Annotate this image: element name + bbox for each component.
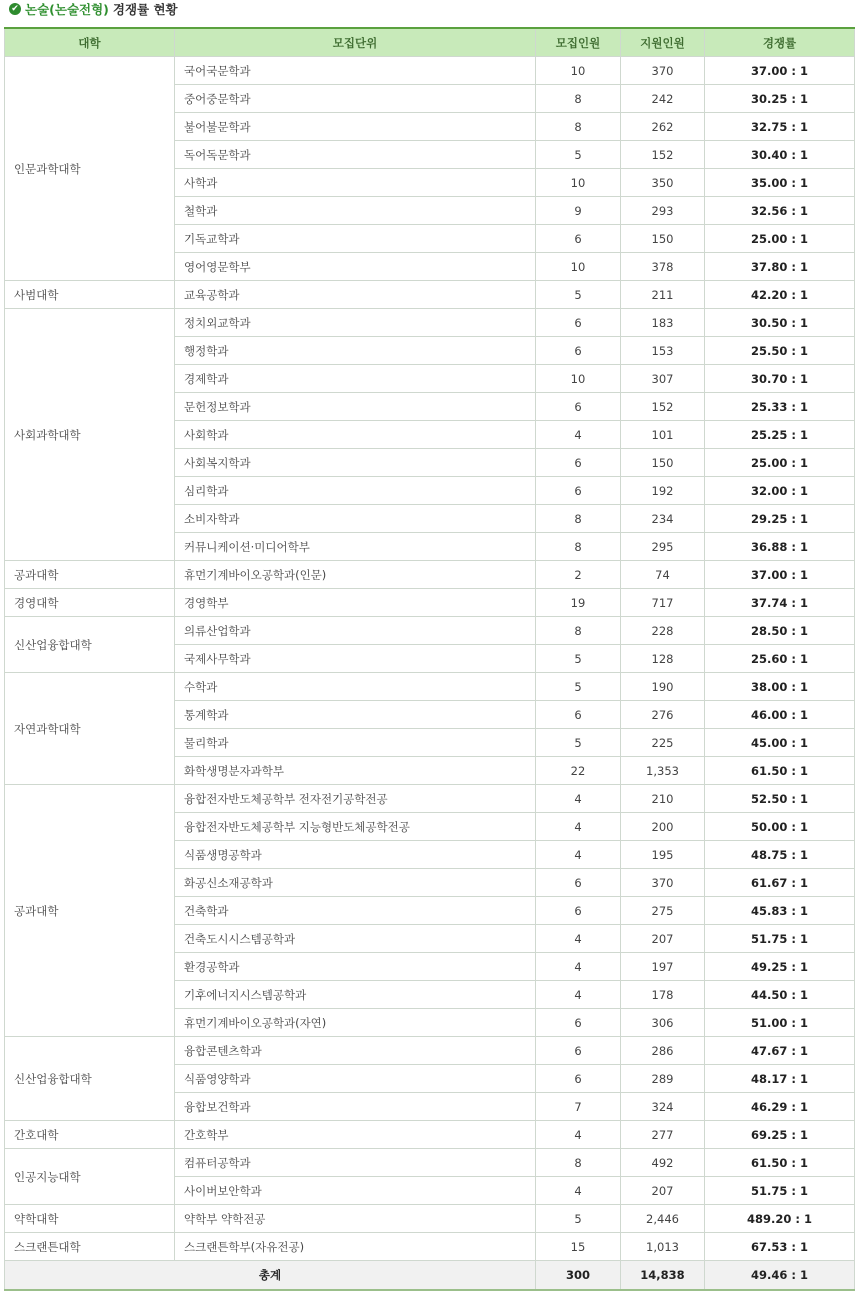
- rate-cell: 35.00 : 1: [705, 169, 855, 197]
- unit-cell: 철학과: [175, 197, 536, 225]
- applicants-cell: 211: [621, 281, 705, 309]
- college-cell: 약학대학: [5, 1205, 175, 1233]
- check-circle-icon: ✔: [9, 3, 21, 15]
- rate-cell: 61.50 : 1: [705, 1149, 855, 1177]
- quota-cell: 10: [536, 365, 621, 393]
- applicants-cell: 153: [621, 337, 705, 365]
- rate-cell: 46.00 : 1: [705, 701, 855, 729]
- header-unit: 모집단위: [175, 28, 536, 57]
- quota-cell: 6: [536, 897, 621, 925]
- applicants-cell: 307: [621, 365, 705, 393]
- unit-cell: 휴먼기계바이오공학과(인문): [175, 561, 536, 589]
- table-row: [5, 1233, 855, 1261]
- applicants-cell: 293: [621, 197, 705, 225]
- applicants-cell: 152: [621, 393, 705, 421]
- competition-rate-table: [4, 27, 855, 1291]
- applicants-cell: 150: [621, 449, 705, 477]
- unit-cell: 기후에너지시스템공학과: [175, 981, 536, 1009]
- quota-cell: 8: [536, 617, 621, 645]
- quota-cell: 5: [536, 673, 621, 701]
- quota-cell: 6: [536, 1037, 621, 1065]
- unit-cell: 커뮤니케이션·미디어학부: [175, 533, 536, 561]
- applicants-cell: 178: [621, 981, 705, 1009]
- quota-cell: 7: [536, 1093, 621, 1121]
- rate-cell: 49.25 : 1: [705, 953, 855, 981]
- quota-cell: 10: [536, 253, 621, 281]
- unit-cell: 불어불문학과: [175, 113, 536, 141]
- unit-cell: 행정학과: [175, 337, 536, 365]
- table-row: [5, 1121, 855, 1149]
- table-row: [5, 281, 855, 309]
- quota-cell: 8: [536, 533, 621, 561]
- unit-cell: 사회복지학과: [175, 449, 536, 477]
- rate-cell: 25.60 : 1: [705, 645, 855, 673]
- unit-cell: 교육공학과: [175, 281, 536, 309]
- applicants-cell: 234: [621, 505, 705, 533]
- rate-cell: 46.29 : 1: [705, 1093, 855, 1121]
- applicants-cell: 195: [621, 841, 705, 869]
- unit-cell: 건축도시시스템공학과: [175, 925, 536, 953]
- quota-cell: 4: [536, 953, 621, 981]
- unit-cell: 통계학과: [175, 701, 536, 729]
- unit-cell: 융합콘텐츠학과: [175, 1037, 536, 1065]
- unit-cell: 소비자학과: [175, 505, 536, 533]
- applicants-cell: 74: [621, 561, 705, 589]
- table-body: [5, 57, 855, 1261]
- applicants-cell: 228: [621, 617, 705, 645]
- rate-cell: 52.50 : 1: [705, 785, 855, 813]
- table-row: [5, 785, 855, 813]
- quota-cell: 4: [536, 925, 621, 953]
- college-cell: 인공지능대학: [5, 1149, 175, 1205]
- unit-cell: 환경공학과: [175, 953, 536, 981]
- unit-cell: 사학과: [175, 169, 536, 197]
- applicants-cell: 717: [621, 589, 705, 617]
- rate-cell: 28.50 : 1: [705, 617, 855, 645]
- table-row: [5, 589, 855, 617]
- quota-cell: 6: [536, 1065, 621, 1093]
- applicants-cell: 2,446: [621, 1205, 705, 1233]
- applicants-cell: 378: [621, 253, 705, 281]
- quota-cell: 8: [536, 85, 621, 113]
- college-cell: 자연과학대학: [5, 673, 175, 785]
- rate-cell: 44.50 : 1: [705, 981, 855, 1009]
- rate-cell: 25.00 : 1: [705, 449, 855, 477]
- rate-cell: 25.25 : 1: [705, 421, 855, 449]
- quota-cell: 5: [536, 281, 621, 309]
- rate-cell: 38.00 : 1: [705, 673, 855, 701]
- college-cell: 경영대학: [5, 589, 175, 617]
- applicants-cell: 207: [621, 1177, 705, 1205]
- quota-cell: 4: [536, 841, 621, 869]
- rate-cell: 42.20 : 1: [705, 281, 855, 309]
- college-cell: 사회과학대학: [5, 309, 175, 561]
- page-title-rest: 경쟁률 현황: [112, 2, 178, 17]
- quota-cell: 5: [536, 729, 621, 757]
- college-cell: 공과대학: [5, 785, 175, 1037]
- unit-cell: 식품영양학과: [175, 1065, 536, 1093]
- rate-cell: 45.00 : 1: [705, 729, 855, 757]
- quota-cell: 6: [536, 309, 621, 337]
- quota-cell: 2: [536, 561, 621, 589]
- rate-cell: 48.75 : 1: [705, 841, 855, 869]
- applicants-cell: 242: [621, 85, 705, 113]
- unit-cell: 사회학과: [175, 421, 536, 449]
- applicants-cell: 210: [621, 785, 705, 813]
- rate-cell: 51.00 : 1: [705, 1009, 855, 1037]
- table-row: [5, 1149, 855, 1177]
- unit-cell: 경영학부: [175, 589, 536, 617]
- applicants-cell: 350: [621, 169, 705, 197]
- rate-cell: 67.53 : 1: [705, 1233, 855, 1261]
- quota-cell: 22: [536, 757, 621, 785]
- unit-cell: 융합전자반도체공학부 전자전기공학전공: [175, 785, 536, 813]
- rate-cell: 29.25 : 1: [705, 505, 855, 533]
- unit-cell: 영어영문학부: [175, 253, 536, 281]
- rate-cell: 69.25 : 1: [705, 1121, 855, 1149]
- unit-cell: 식품생명공학과: [175, 841, 536, 869]
- college-cell: 신산업융합대학: [5, 1037, 175, 1121]
- unit-cell: 융합전자반도체공학부 지능형반도체공학전공: [175, 813, 536, 841]
- applicants-cell: 183: [621, 309, 705, 337]
- unit-cell: 정치외교학과: [175, 309, 536, 337]
- applicants-cell: 295: [621, 533, 705, 561]
- applicants-cell: 192: [621, 477, 705, 505]
- rate-cell: 489.20 : 1: [705, 1205, 855, 1233]
- page-title: [9, 0, 178, 18]
- unit-cell: 컴퓨터공학과: [175, 1149, 536, 1177]
- applicants-cell: 492: [621, 1149, 705, 1177]
- rate-cell: 30.70 : 1: [705, 365, 855, 393]
- rate-cell: 30.50 : 1: [705, 309, 855, 337]
- quota-cell: 6: [536, 393, 621, 421]
- rate-cell: 47.67 : 1: [705, 1037, 855, 1065]
- quota-cell: 6: [536, 477, 621, 505]
- quota-cell: 8: [536, 505, 621, 533]
- college-cell: 신산업융합대학: [5, 617, 175, 673]
- unit-cell: 화공신소재공학과: [175, 869, 536, 897]
- unit-cell: 국제사무학과: [175, 645, 536, 673]
- unit-cell: 기독교학과: [175, 225, 536, 253]
- applicants-cell: 190: [621, 673, 705, 701]
- header-applicants: 지원인원: [621, 28, 705, 57]
- header-college: 대학: [5, 28, 175, 57]
- applicants-cell: 324: [621, 1093, 705, 1121]
- quota-cell: 6: [536, 1009, 621, 1037]
- rate-cell: 25.00 : 1: [705, 225, 855, 253]
- total-row: [5, 1261, 855, 1291]
- unit-cell: 스크랜튼학부(자유전공): [175, 1233, 536, 1261]
- quota-cell: 4: [536, 1177, 621, 1205]
- header-quota: 모집인원: [536, 28, 621, 57]
- quota-cell: 4: [536, 421, 621, 449]
- college-cell: 간호대학: [5, 1121, 175, 1149]
- total-rate: 49.46 : 1: [705, 1261, 855, 1291]
- table-row: [5, 1037, 855, 1065]
- unit-cell: 심리학과: [175, 477, 536, 505]
- quota-cell: 4: [536, 1121, 621, 1149]
- college-cell: 공과대학: [5, 561, 175, 589]
- rate-cell: 37.00 : 1: [705, 57, 855, 85]
- rate-cell: 48.17 : 1: [705, 1065, 855, 1093]
- quota-cell: 9: [536, 197, 621, 225]
- unit-cell: 약학부 약학전공: [175, 1205, 536, 1233]
- quota-cell: 8: [536, 1149, 621, 1177]
- rate-cell: 51.75 : 1: [705, 925, 855, 953]
- unit-cell: 의류산업학과: [175, 617, 536, 645]
- quota-cell: 8: [536, 113, 621, 141]
- unit-cell: 사이버보안학과: [175, 1177, 536, 1205]
- rate-cell: 30.40 : 1: [705, 141, 855, 169]
- quota-cell: 5: [536, 645, 621, 673]
- total-label: 총계: [5, 1261, 536, 1291]
- unit-cell: 국어국문학과: [175, 57, 536, 85]
- unit-cell: 독어독문학과: [175, 141, 536, 169]
- rate-cell: 37.80 : 1: [705, 253, 855, 281]
- rate-cell: 51.75 : 1: [705, 1177, 855, 1205]
- header-rate: 경쟁률: [705, 28, 855, 57]
- rate-cell: 25.33 : 1: [705, 393, 855, 421]
- quota-cell: 5: [536, 1205, 621, 1233]
- rate-cell: 36.88 : 1: [705, 533, 855, 561]
- college-cell: 사범대학: [5, 281, 175, 309]
- quota-cell: 6: [536, 337, 621, 365]
- quota-cell: 15: [536, 1233, 621, 1261]
- rate-cell: 32.00 : 1: [705, 477, 855, 505]
- applicants-cell: 262: [621, 113, 705, 141]
- college-cell: 인문과학대학: [5, 57, 175, 281]
- applicants-cell: 207: [621, 925, 705, 953]
- quota-cell: 6: [536, 449, 621, 477]
- unit-cell: 물리학과: [175, 729, 536, 757]
- table-row: [5, 617, 855, 645]
- rate-cell: 32.56 : 1: [705, 197, 855, 225]
- quota-cell: 6: [536, 869, 621, 897]
- table-header-row: [5, 28, 855, 57]
- applicants-cell: 197: [621, 953, 705, 981]
- quota-cell: 10: [536, 57, 621, 85]
- quota-cell: 5: [536, 141, 621, 169]
- applicants-cell: 225: [621, 729, 705, 757]
- total-applicants: 14,838: [621, 1261, 705, 1291]
- quota-cell: 4: [536, 981, 621, 1009]
- applicants-cell: 370: [621, 57, 705, 85]
- unit-cell: 간호학부: [175, 1121, 536, 1149]
- unit-cell: 경제학과: [175, 365, 536, 393]
- quota-cell: 10: [536, 169, 621, 197]
- applicants-cell: 275: [621, 897, 705, 925]
- applicants-cell: 150: [621, 225, 705, 253]
- quota-cell: 6: [536, 701, 621, 729]
- table-row: [5, 561, 855, 589]
- unit-cell: 문헌정보학과: [175, 393, 536, 421]
- applicants-cell: 128: [621, 645, 705, 673]
- applicants-cell: 101: [621, 421, 705, 449]
- applicants-cell: 200: [621, 813, 705, 841]
- quota-cell: 4: [536, 785, 621, 813]
- page-title-highlight: 논술(논술전형): [25, 2, 109, 17]
- applicants-cell: 370: [621, 869, 705, 897]
- rate-cell: 61.67 : 1: [705, 869, 855, 897]
- unit-cell: 수학과: [175, 673, 536, 701]
- table-row: [5, 673, 855, 701]
- applicants-cell: 1,013: [621, 1233, 705, 1261]
- rate-cell: 32.75 : 1: [705, 113, 855, 141]
- unit-cell: 건축학과: [175, 897, 536, 925]
- quota-cell: 19: [536, 589, 621, 617]
- quota-cell: 6: [536, 225, 621, 253]
- table-row: [5, 57, 855, 85]
- table-row: [5, 1205, 855, 1233]
- applicants-cell: 152: [621, 141, 705, 169]
- applicants-cell: 289: [621, 1065, 705, 1093]
- rate-cell: 50.00 : 1: [705, 813, 855, 841]
- rate-cell: 45.83 : 1: [705, 897, 855, 925]
- rate-cell: 37.74 : 1: [705, 589, 855, 617]
- rate-cell: 25.50 : 1: [705, 337, 855, 365]
- rate-cell: 30.25 : 1: [705, 85, 855, 113]
- college-cell: 스크랜튼대학: [5, 1233, 175, 1261]
- applicants-cell: 286: [621, 1037, 705, 1065]
- total-quota: 300: [536, 1261, 621, 1291]
- applicants-cell: 276: [621, 701, 705, 729]
- applicants-cell: 1,353: [621, 757, 705, 785]
- rate-cell: 37.00 : 1: [705, 561, 855, 589]
- applicants-cell: 277: [621, 1121, 705, 1149]
- unit-cell: 휴먼기계바이오공학과(자연): [175, 1009, 536, 1037]
- quota-cell: 4: [536, 813, 621, 841]
- rate-cell: 61.50 : 1: [705, 757, 855, 785]
- unit-cell: 융합보건학과: [175, 1093, 536, 1121]
- unit-cell: 화학생명분자과학부: [175, 757, 536, 785]
- table-row: [5, 309, 855, 337]
- unit-cell: 중어중문학과: [175, 85, 536, 113]
- applicants-cell: 306: [621, 1009, 705, 1037]
